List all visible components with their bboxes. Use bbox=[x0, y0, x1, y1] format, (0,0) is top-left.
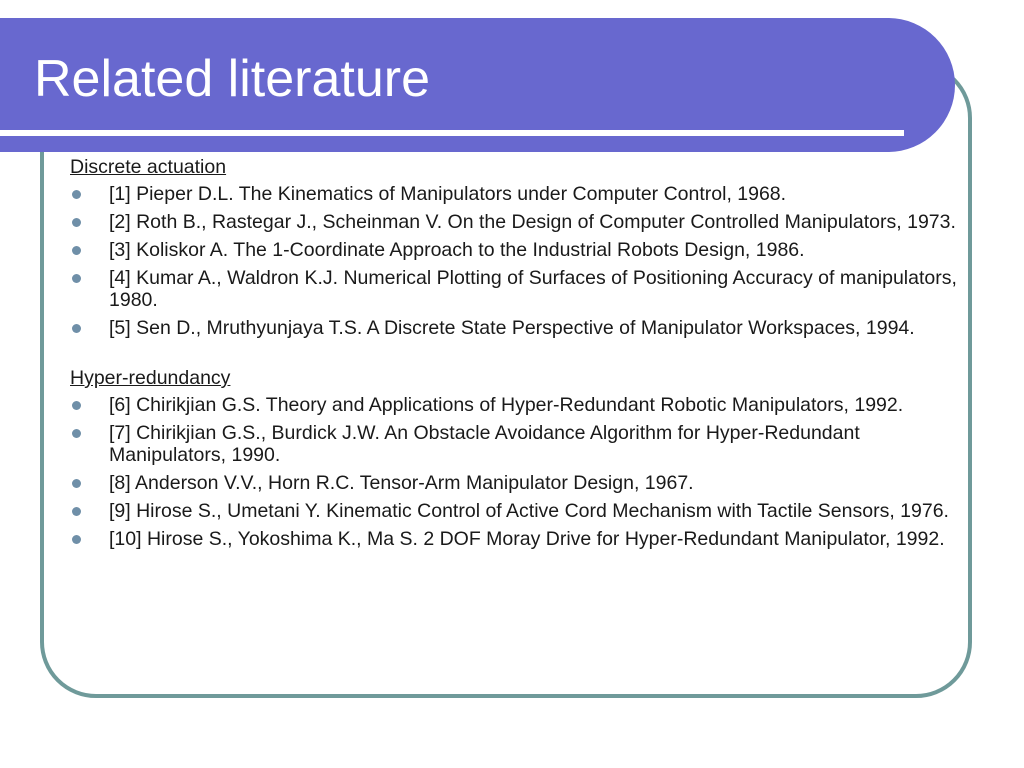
reference-item bbox=[70, 239, 960, 261]
bullet-icon bbox=[72, 274, 81, 283]
reference-item bbox=[70, 267, 960, 311]
reference-text: [6] Chirikjian G.S. Theory and Applications of Hyper-Redundant Robotic Manipulators, 1992. bbox=[109, 394, 904, 416]
reference-item bbox=[70, 500, 960, 522]
bullet-icon bbox=[72, 218, 81, 227]
reference-text: [10] Hirose S., Yokoshima K., Ma S. 2 DOF Moray Drive for Hyper-Redundant Manipulator, 1992. bbox=[109, 528, 945, 550]
bullet-icon bbox=[72, 246, 81, 255]
reference-text: [3] Koliskor A. The 1-Coordinate Approach to the Industrial Robots Design, 1986. bbox=[109, 239, 805, 261]
reference-item bbox=[70, 528, 960, 550]
reference-list bbox=[70, 183, 960, 339]
title-underline-rule bbox=[0, 130, 904, 136]
reference-item bbox=[70, 211, 960, 233]
reference-list bbox=[70, 394, 960, 550]
reference-item bbox=[70, 183, 960, 205]
bullet-icon bbox=[72, 190, 81, 199]
reference-text: [1] Pieper D.L. The Kinematics of Manipulators under Computer Control, 1968. bbox=[109, 183, 787, 205]
reference-item bbox=[70, 422, 960, 466]
section-heading: Discrete actuation bbox=[70, 156, 227, 178]
bullet-icon bbox=[72, 401, 81, 410]
reference-text: [5] Sen D., Mruthyunjaya T.S. A Discrete State Perspective of Manipulator Workspaces, 1994. bbox=[109, 317, 915, 339]
slide-content bbox=[70, 156, 960, 556]
reference-item bbox=[70, 317, 960, 339]
bullet-icon bbox=[72, 479, 81, 488]
reference-text: [4] Kumar A., Waldron K.J. Numerical Plotting of Surfaces of Positioning Accuracy of manipulators, 1980. bbox=[109, 267, 957, 311]
reference-text: [8] Anderson V.V., Horn R.C. Tensor-Arm Manipulator Design, 1967. bbox=[109, 472, 694, 494]
section-hyper-redundancy bbox=[70, 367, 960, 550]
bullet-icon bbox=[72, 429, 81, 438]
bullet-icon bbox=[72, 535, 81, 544]
section-discrete-actuation bbox=[70, 156, 960, 339]
reference-item bbox=[70, 394, 960, 416]
slide-title: Related literature bbox=[34, 50, 430, 108]
reference-text: [9] Hirose S., Umetani Y. Kinematic Control of Active Cord Mechanism with Tactile Sensors, 1976. bbox=[109, 500, 949, 522]
bullet-icon bbox=[72, 324, 81, 333]
reference-item bbox=[70, 472, 960, 494]
section-heading: Hyper-redundancy bbox=[70, 367, 231, 389]
bullet-icon bbox=[72, 507, 81, 516]
reference-text: [2] Roth B., Rastegar J., Scheinman V. On the Design of Computer Controlled Manipulators, 1973. bbox=[109, 211, 956, 233]
reference-text: [7] Chirikjian G.S., Burdick J.W. An Obstacle Avoidance Algorithm for Hyper-Redundant Manipulators, 1990. bbox=[109, 422, 860, 466]
